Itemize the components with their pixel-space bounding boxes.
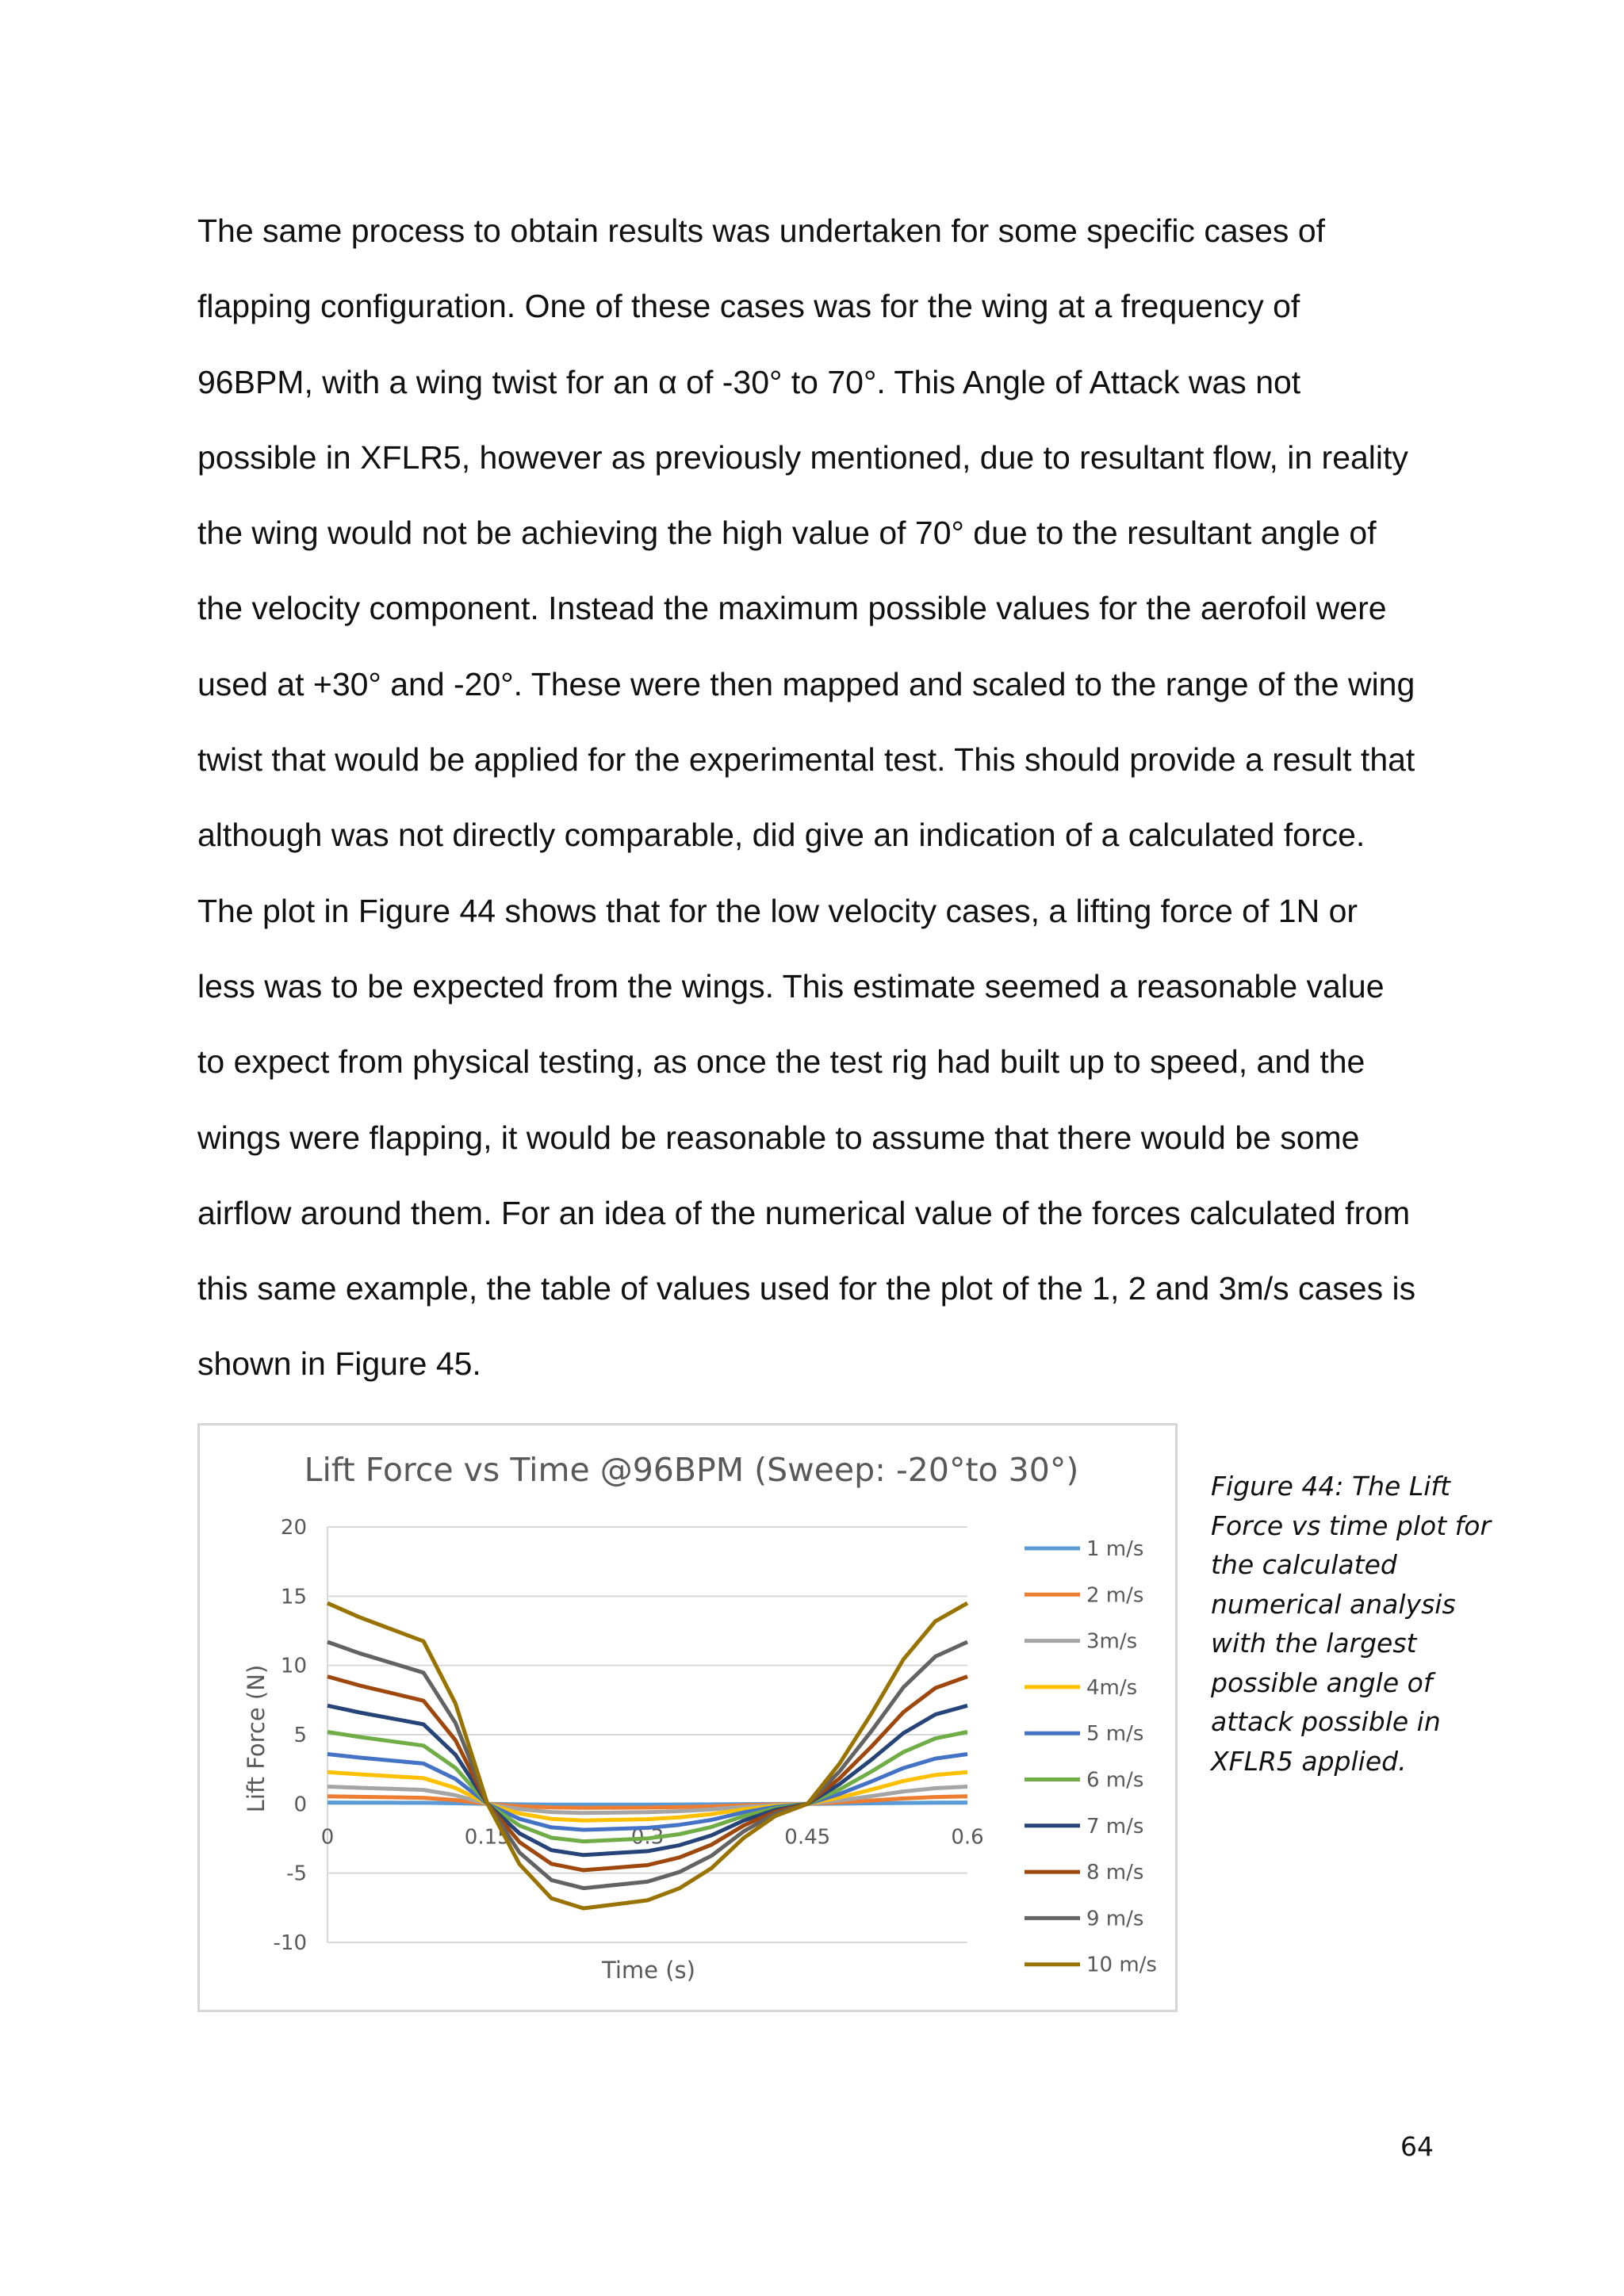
y-tick-label: -5 [286, 1862, 307, 1886]
legend-label: 4m/s [1086, 1675, 1138, 1700]
x-axis-label: Time (s) [602, 1957, 695, 1984]
x-tick-label: 0.15 [464, 1825, 511, 1850]
paragraph-line: wings were flapping, it would be reasonable to assume that there would be some [197, 1119, 1360, 1156]
paragraph-line: the wing would not be achieving the high value of 70° due to the resultant angle of [197, 515, 1377, 552]
legend-label: 9 m/s [1086, 1907, 1144, 1931]
paragraph-line: used at +30° and -20°. These were then mapped and scaled to the range of the wing [197, 665, 1415, 702]
x-tick-label: 0.6 [951, 1825, 984, 1850]
paragraph-line: shown in Figure 45. [197, 1345, 481, 1383]
chart-title: Lift Force vs Time @96BPM (Sweep: -20°to 30°) [304, 1451, 1079, 1489]
paragraph-line: The same process to obtain results was undertaken for some specific cases of [197, 212, 1326, 249]
y-axis-label: Lift Force (N) [243, 1664, 270, 1813]
caption-line: with the largest [1211, 1628, 1417, 1659]
paragraph-line: 96BPM, with a wing twist for an α of -30° to 70°. This Angle of Attack was not [197, 363, 1301, 400]
y-tick-label: 10 [280, 1654, 307, 1678]
legend-label: 6 m/s [1086, 1768, 1144, 1793]
caption-line: possible angle of [1211, 1667, 1433, 1698]
legend-label: 1 m/s [1086, 1537, 1144, 1561]
legend-label: 7 m/s [1086, 1814, 1144, 1839]
y-tick-label: 20 [280, 1516, 307, 1540]
paragraph-line: flapping configuration. One of these cases was for the wing at a frequency of [197, 288, 1300, 325]
x-tick-label: 0 [320, 1825, 335, 1850]
legend-label: 2 m/s [1086, 1583, 1144, 1608]
caption-line: the calculated [1211, 1549, 1397, 1580]
paragraph-line: twist that would be applied for the experimental test. This should provide a result that [197, 741, 1415, 779]
paragraph-line: The plot in Figure 44 shows that for the low velocity cases, a lifting force of 1N or [197, 892, 1358, 929]
legend-label: 3m/s [1086, 1629, 1138, 1654]
figure-44-chart [197, 1423, 1178, 2012]
caption-line: Force vs time plot for [1211, 1510, 1492, 1541]
series-lines [327, 1603, 967, 1908]
y-tick-label: 0 [293, 1793, 307, 1817]
caption-line: attack possible in [1211, 1706, 1441, 1737]
legend-label: 8 m/s [1086, 1861, 1144, 1885]
paragraph-line: possible in XFLR5, however as previously mentioned, due to resultant flow, in reality [197, 438, 1408, 476]
y-tick-label: 15 [280, 1585, 307, 1609]
body-paragraph [197, 193, 1434, 1402]
series-line [327, 1803, 967, 1805]
paragraph-line: although was not directly comparable, did give an indication of a calculated force. [197, 817, 1365, 854]
y-tick-label: 5 [293, 1724, 307, 1747]
series-line [327, 1603, 967, 1908]
caption-line: numerical analysis [1211, 1588, 1456, 1620]
y-tick-label: -10 [273, 1931, 307, 1955]
lift-force-chart [200, 1425, 1180, 2015]
x-tick-label: 0.45 [784, 1825, 831, 1850]
caption-line: Figure 44: The Lift [1211, 1471, 1450, 1502]
page-number: 64 [1400, 2131, 1434, 2162]
legend-label: 10 m/s [1086, 1953, 1157, 1977]
caption-line: XFLR5 applied. [1211, 1745, 1407, 1777]
legend-label: 5 m/s [1086, 1722, 1144, 1747]
paragraph-line: to expect from physical testing, as once the test rig had built up to speed, and the [197, 1043, 1365, 1081]
legend [1025, 1537, 1157, 1977]
paragraph-line: the velocity component. Instead the maximum possible values for the aerofoil were [197, 590, 1387, 627]
x-tick-label: 0.3 [630, 1825, 665, 1850]
paragraph-line: this same example, the table of values used for the plot of the 1, 2 and 3m/s cases is [197, 1270, 1416, 1307]
paragraph-line: airflow around them. For an idea of the numerical value of the forces calculated from [197, 1194, 1411, 1231]
paragraph-line: less was to be expected from the wings. This estimate seemed a reasonable value [197, 967, 1385, 1004]
figure-caption [1211, 1467, 1492, 1781]
